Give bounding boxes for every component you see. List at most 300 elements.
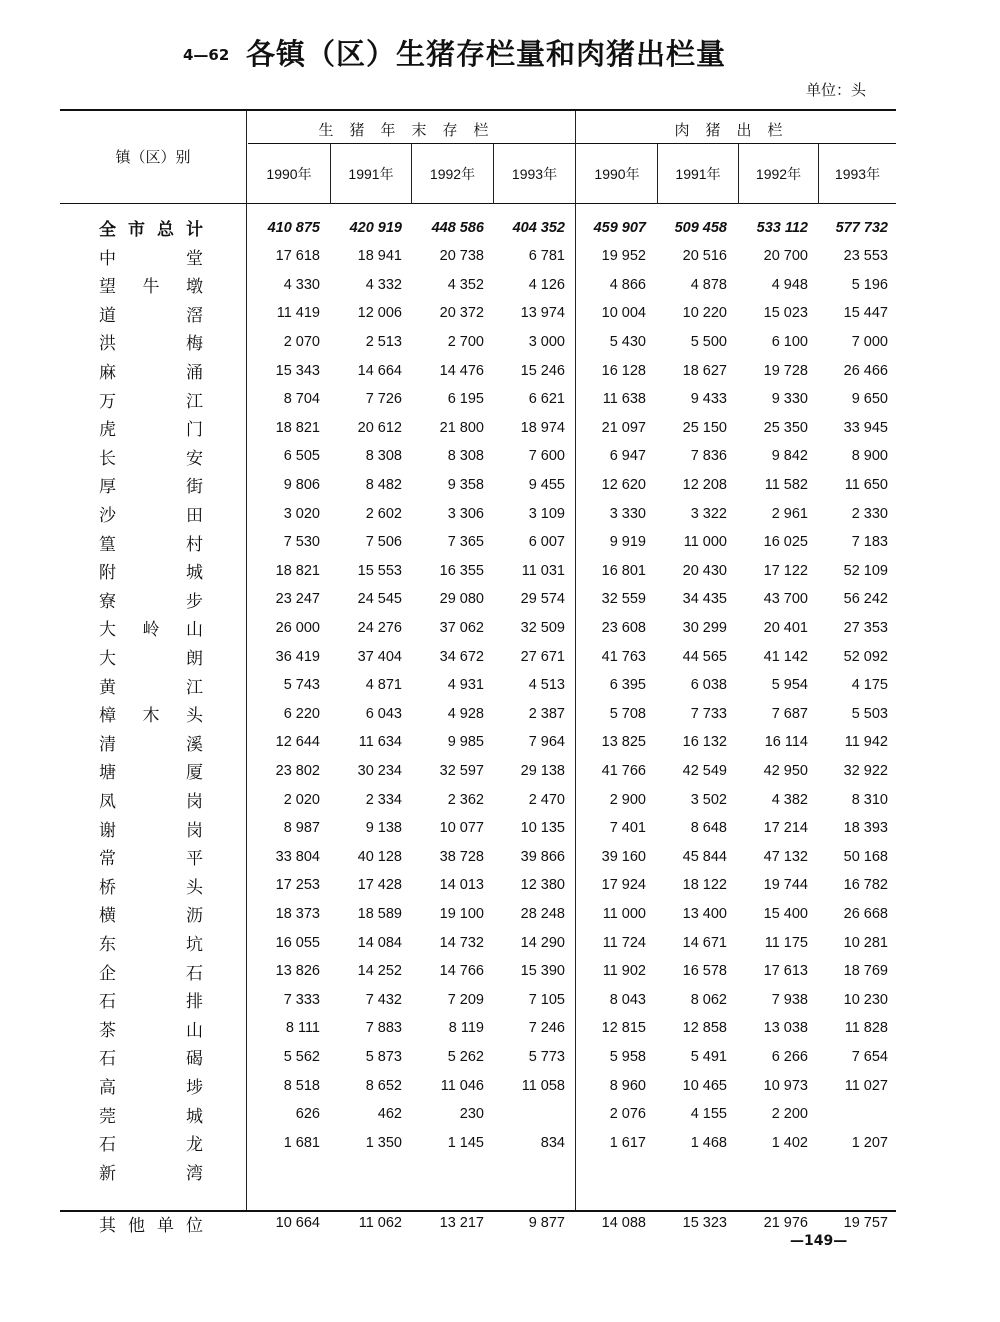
cell-value: 4 352 — [447, 276, 484, 293]
cell-value: 1 617 — [609, 1134, 646, 1151]
cell-value: 17 122 — [763, 562, 808, 579]
cell-value: 52 092 — [843, 648, 888, 665]
cell-value: 5 954 — [771, 677, 808, 694]
cell-value: 15 343 — [275, 362, 320, 379]
cell-value — [240, 1157, 320, 1186]
cell-value: 6 947 — [609, 448, 646, 465]
row-label: 洪 梅 — [99, 334, 203, 355]
group-header-rule — [248, 143, 896, 144]
cell-value: 18 941 — [357, 248, 402, 265]
row-label: 寮 步 — [99, 591, 203, 612]
cell-value: 4 948 — [771, 276, 808, 293]
cell-value: 39 160 — [601, 848, 646, 865]
cell-value: 17 428 — [357, 877, 402, 894]
cell-value: 577 732 — [835, 219, 888, 236]
cell-value: 2 020 — [283, 791, 320, 808]
cell-value: 404 352 — [512, 219, 565, 236]
cell-value: 10 135 — [520, 820, 565, 837]
cell-value: 34 672 — [439, 648, 484, 665]
table-title: 各镇（区）生猪存栏量和肉猪出栏量 — [246, 37, 727, 71]
cell-value — [322, 1157, 402, 1186]
cell-value: 23 553 — [843, 248, 888, 265]
cell-value: 18 974 — [520, 419, 565, 436]
cell-value: 11 724 — [602, 934, 646, 951]
cell-value: 2 330 — [851, 505, 888, 522]
cell-value: 11 175 — [764, 934, 808, 951]
cell-value: 56 242 — [843, 591, 888, 608]
cell-value: 2 602 — [365, 505, 402, 522]
cell-value: 13 400 — [682, 905, 727, 922]
cell-value: 11 000 — [602, 905, 646, 922]
cell-value: 11 650 — [844, 476, 888, 493]
cell-value — [647, 1157, 727, 1186]
cell-value: 19 744 — [763, 877, 808, 894]
cell-value: 9 138 — [365, 820, 402, 837]
cell-value: 3 306 — [447, 505, 484, 522]
row-label: 其 他 单 位 — [99, 1215, 203, 1236]
cell-value: 18 821 — [275, 419, 320, 436]
row-label: 茶 山 — [99, 1020, 203, 1041]
cell-value: 21 097 — [601, 419, 646, 436]
cell-value: 4 928 — [447, 705, 484, 722]
cell-value: 5 430 — [609, 333, 646, 350]
cell-value: 7 938 — [771, 991, 808, 1008]
cell-value: 14 671 — [682, 934, 727, 951]
cell-value: 12 208 — [682, 476, 727, 493]
table-row — [0, 871, 1000, 900]
cell-value: 626 — [295, 1106, 320, 1123]
cell-value: 15 246 — [520, 362, 565, 379]
page-number: —149— — [790, 1233, 848, 1249]
row-label: 望 牛 墩 — [99, 277, 203, 298]
cell-value: 14 088 — [601, 1215, 646, 1232]
cell-value: 9 358 — [447, 476, 484, 493]
row-label: 全 市 总 计 — [99, 220, 203, 240]
cell-value: 11 634 — [358, 734, 402, 751]
cell-value: 7 964 — [528, 734, 565, 751]
cell-value: 7 726 — [365, 391, 402, 408]
cell-value: 40 128 — [357, 848, 402, 865]
cell-value: 420 919 — [349, 219, 402, 236]
row-label: 虎 门 — [99, 420, 203, 441]
cell-value: 26 000 — [275, 619, 320, 636]
cell-value: 2 076 — [609, 1106, 646, 1123]
table-row — [0, 1157, 1000, 1186]
cell-value: 5 491 — [690, 1048, 727, 1065]
cell-value: 3 330 — [609, 505, 646, 522]
table-row — [0, 327, 1000, 356]
cell-value: 8 111 — [285, 1020, 320, 1037]
cell-value: 18 122 — [682, 877, 727, 894]
cell-value — [566, 1157, 646, 1186]
cell-value: 8 900 — [851, 448, 888, 465]
cell-value: 11 419 — [276, 305, 320, 322]
table-row — [0, 1014, 1000, 1043]
cell-value: 21 800 — [439, 419, 484, 436]
row-label: 樟 木 头 — [99, 706, 203, 727]
cell-value: 6 266 — [771, 1048, 808, 1065]
table-row — [0, 1100, 1000, 1129]
table-row — [0, 756, 1000, 785]
cell-value: 9 433 — [690, 391, 727, 408]
cell-value: 9 455 — [528, 476, 565, 493]
row-label: 道 滘 — [99, 305, 203, 326]
cell-value: 18 769 — [843, 963, 888, 980]
cell-value: 7 105 — [528, 991, 565, 1008]
cell-value: 14 252 — [357, 963, 402, 980]
cell-value: 11 942 — [844, 734, 888, 751]
cell-value: 19 952 — [601, 248, 646, 265]
cell-value: 13 826 — [275, 963, 320, 980]
cell-value: 23 247 — [275, 591, 320, 608]
table-row — [0, 242, 1000, 271]
cell-value: 6 195 — [447, 391, 484, 408]
cell-value: 2 470 — [528, 791, 565, 808]
cell-value: 32 597 — [439, 762, 484, 779]
cell-value: 8 960 — [609, 1077, 646, 1094]
cell-value: 14 013 — [439, 877, 484, 894]
cell-value: 4 878 — [690, 276, 727, 293]
cell-value: 4 175 — [851, 677, 888, 694]
cell-value: 2 961 — [771, 505, 808, 522]
cell-value: 43 700 — [763, 591, 808, 608]
cell-value: 13 038 — [763, 1020, 808, 1037]
cell-value: 23 608 — [601, 619, 646, 636]
cell-value: 6 007 — [528, 534, 565, 551]
cell-value: 459 907 — [593, 219, 646, 236]
cell-value: 9 877 — [528, 1215, 565, 1232]
cell-value: 37 062 — [439, 619, 484, 636]
cell-value — [404, 1157, 484, 1186]
cell-value: 32 922 — [843, 762, 888, 779]
cell-value: 3 000 — [528, 333, 565, 350]
cell-value: 16 128 — [601, 362, 646, 379]
table-row — [0, 1042, 1000, 1071]
cell-value: 10 230 — [843, 991, 888, 1008]
cell-value: 16 355 — [439, 562, 484, 579]
row-label: 长 安 — [99, 448, 203, 469]
cell-value: 11 638 — [602, 391, 646, 408]
year-header-8: 1993年 — [834, 166, 881, 182]
cell-value: 17 613 — [763, 963, 808, 980]
cell-value: 9 806 — [283, 476, 320, 493]
cell-value: 8 308 — [365, 448, 402, 465]
cell-value: 20 700 — [763, 248, 808, 265]
cell-value: 30 234 — [357, 762, 402, 779]
table-row — [0, 642, 1000, 671]
cell-value: 7 365 — [447, 534, 484, 551]
cell-value: 29 574 — [520, 591, 565, 608]
cell-value: 12 006 — [357, 305, 402, 322]
cell-value: 11 062 — [358, 1215, 402, 1232]
cell-value: 41 766 — [601, 762, 646, 779]
cell-value: 12 858 — [682, 1020, 727, 1037]
cell-value: 5 773 — [528, 1048, 565, 1065]
cell-value: 3 109 — [528, 505, 565, 522]
cell-value: 230 — [459, 1106, 484, 1123]
row-label: 石 碣 — [99, 1049, 203, 1070]
cell-value: 17 924 — [601, 877, 646, 894]
cell-value: 4 382 — [771, 791, 808, 808]
table-row — [0, 899, 1000, 928]
row-label: 莞 城 — [99, 1106, 203, 1127]
cell-value: 11 582 — [764, 476, 808, 493]
cell-value: 42 950 — [763, 762, 808, 779]
cell-value: 10 004 — [601, 305, 646, 322]
cell-value: 37 404 — [357, 648, 402, 665]
cell-value: 39 866 — [520, 848, 565, 865]
cell-value: 8 043 — [609, 991, 646, 1008]
table-row — [0, 814, 1000, 843]
cell-value: 29 080 — [439, 591, 484, 608]
cell-value: 11 902 — [602, 963, 646, 980]
cell-value: 17 253 — [275, 877, 320, 894]
table-row — [0, 585, 1000, 614]
cell-value: 50 168 — [843, 848, 888, 865]
cell-value: 12 815 — [601, 1020, 646, 1037]
cell-value: 16 132 — [682, 734, 727, 751]
year-header-3: 1992年 — [429, 166, 476, 182]
cell-value: 5 262 — [447, 1048, 484, 1065]
cell-value — [485, 1157, 565, 1186]
cell-value: 23 802 — [275, 762, 320, 779]
cell-value: 52 109 — [843, 562, 888, 579]
cell-value: 10 077 — [439, 820, 484, 837]
cell-value: 8 704 — [283, 391, 320, 408]
cell-value: 7 000 — [851, 333, 888, 350]
year-header-6: 1991年 — [675, 166, 721, 182]
cell-value: 16 801 — [601, 562, 646, 579]
cell-value: 15 447 — [843, 305, 888, 322]
cell-value: 9 985 — [447, 734, 484, 751]
cell-value: 41 142 — [763, 648, 808, 665]
cell-value: 1 350 — [365, 1134, 402, 1151]
table-row — [0, 985, 1000, 1014]
cell-value: 26 466 — [843, 362, 888, 379]
cell-value: 11 000 — [683, 534, 727, 551]
table-row — [0, 470, 1000, 499]
cell-value: 9 650 — [851, 391, 888, 408]
cell-value: 7 183 — [851, 534, 888, 551]
cell-value: 2 070 — [283, 333, 320, 350]
table-row — [0, 385, 1000, 414]
row-label: 新 湾 — [99, 1163, 203, 1184]
cell-value: 533 112 — [756, 219, 808, 236]
cell-value: 16 055 — [275, 934, 320, 951]
cell-value: 4 332 — [365, 276, 402, 293]
cell-value: 9 919 — [609, 534, 646, 551]
cell-value: 1 468 — [690, 1134, 727, 1151]
cell-value: 2 387 — [528, 705, 565, 722]
row-label: 谢 岗 — [99, 820, 203, 841]
row-label: 大 岭 山 — [99, 620, 203, 641]
row-label: 附 城 — [99, 563, 203, 584]
cell-value: 6 395 — [609, 677, 646, 694]
cell-value: 6 043 — [365, 705, 402, 722]
row-label: 厚 街 — [99, 477, 203, 498]
cell-value: 16 782 — [843, 877, 888, 894]
cell-value: 20 372 — [439, 305, 484, 322]
cell-value: 14 476 — [439, 362, 484, 379]
cell-value: 509 458 — [674, 219, 727, 236]
cell-value: 8 518 — [283, 1077, 320, 1094]
cell-value: 26 668 — [843, 905, 888, 922]
cell-value: 7 246 — [528, 1020, 565, 1037]
cell-value: 12 620 — [601, 476, 646, 493]
row-label: 桥 头 — [99, 877, 203, 898]
cell-value: 8 652 — [365, 1077, 402, 1094]
cell-value: 11 058 — [521, 1077, 565, 1094]
cell-value: 4 155 — [690, 1106, 727, 1123]
row-label: 篁 村 — [99, 534, 203, 555]
table-row — [0, 1128, 1000, 1157]
cell-value: 14 732 — [439, 934, 484, 951]
cell-value: 30 299 — [682, 619, 727, 636]
cell-value: 11 027 — [844, 1077, 888, 1094]
cell-value: 42 549 — [682, 762, 727, 779]
cell-value: 20 430 — [682, 562, 727, 579]
row-label-header: 镇（区）别 — [115, 148, 191, 166]
cell-value: 7 883 — [365, 1020, 402, 1037]
row-label: 企 石 — [99, 963, 203, 984]
cell-value: 13 825 — [601, 734, 646, 751]
year-header-2: 1991年 — [348, 166, 394, 182]
cell-value: 3 322 — [690, 505, 727, 522]
cell-value: 834 — [540, 1134, 565, 1151]
cell-value: 2 362 — [447, 791, 484, 808]
cell-value: 1 681 — [283, 1134, 320, 1151]
cell-value: 7 687 — [771, 705, 808, 722]
table-row — [0, 671, 1000, 700]
cell-value: 45 844 — [682, 848, 727, 865]
cell-value: 27 671 — [520, 648, 565, 665]
cell-value: 12 380 — [520, 877, 565, 894]
cell-value: 18 627 — [682, 362, 727, 379]
cell-value: 34 435 — [682, 591, 727, 608]
row-label: 常 平 — [99, 849, 203, 870]
cell-value: 15 400 — [763, 905, 808, 922]
cell-value: 5 743 — [283, 677, 320, 694]
year-header-1: 1990年 — [266, 166, 312, 182]
cell-value: 27 353 — [843, 619, 888, 636]
cell-value: 18 393 — [843, 820, 888, 837]
cell-value: 41 763 — [601, 648, 646, 665]
cell-value: 2 200 — [771, 1106, 808, 1123]
cell-value: 8 648 — [690, 820, 727, 837]
cell-value: 4 126 — [528, 276, 565, 293]
cell-value: 29 138 — [520, 762, 565, 779]
table-row — [0, 356, 1000, 385]
cell-value: 10 664 — [275, 1215, 320, 1232]
row-label: 凤 岗 — [99, 792, 203, 812]
row-label: 中 堂 — [99, 248, 203, 269]
cell-value: 5 503 — [851, 705, 888, 722]
cell-value: 15 023 — [763, 305, 808, 322]
cell-value: 7 506 — [365, 534, 402, 551]
cell-value: 5 958 — [609, 1048, 646, 1065]
cell-value: 8 987 — [283, 820, 320, 837]
cell-value: 8 310 — [851, 791, 888, 808]
cell-value: 6 038 — [690, 677, 727, 694]
cell-value: 410 875 — [267, 219, 320, 236]
header-bottom-rule — [60, 203, 896, 204]
cell-value: 4 871 — [365, 677, 402, 694]
table-row — [0, 213, 1000, 242]
cell-value: 7 836 — [690, 448, 727, 465]
cell-value: 10 973 — [763, 1077, 808, 1094]
cell-value: 21 976 — [763, 1215, 808, 1232]
row-label: 万 江 — [99, 391, 203, 412]
cell-value: 8 482 — [365, 476, 402, 493]
table-code: 4—62 — [183, 46, 230, 64]
cell-value: 2 334 — [365, 791, 402, 808]
cell-value: 10 281 — [843, 934, 888, 951]
cell-value: 14 766 — [439, 963, 484, 980]
year-header-4: 1993年 — [511, 166, 558, 182]
cell-value: 9 842 — [771, 448, 808, 465]
table-row — [0, 928, 1000, 957]
cell-value: 2 700 — [447, 333, 484, 350]
cell-value: 32 509 — [520, 619, 565, 636]
cell-value: 4 330 — [283, 276, 320, 293]
row-label: 横 沥 — [99, 906, 203, 927]
cell-value: 12 644 — [275, 734, 320, 751]
cell-value: 11 046 — [440, 1077, 484, 1094]
cell-value: 9 330 — [771, 391, 808, 408]
cell-value: 6 505 — [283, 448, 320, 465]
table-row — [0, 556, 1000, 585]
cell-value: 19 100 — [439, 905, 484, 922]
table-row — [0, 270, 1000, 299]
row-label: 清 溪 — [99, 734, 203, 755]
cell-value: 14 290 — [520, 934, 565, 951]
year-header-7: 1992年 — [755, 166, 802, 182]
cell-value: 20 516 — [682, 248, 727, 265]
cell-value: 448 586 — [431, 219, 484, 236]
group-header-slaughter: 肉猪出栏 — [674, 121, 799, 139]
cell-value: 24 545 — [357, 591, 402, 608]
cell-value: 18 821 — [275, 562, 320, 579]
cell-value — [808, 1157, 888, 1186]
table-row — [0, 699, 1000, 728]
table-row — [0, 499, 1000, 528]
cell-value: 15 390 — [520, 963, 565, 980]
cell-value: 11 828 — [844, 1020, 888, 1037]
document-title — [0, 32, 1000, 76]
cell-value — [728, 1157, 808, 1186]
cell-value: 11 031 — [521, 562, 565, 579]
cell-value: 4 513 — [528, 677, 565, 694]
table-row — [0, 1209, 1000, 1238]
cell-value: 25 150 — [682, 419, 727, 436]
cell-value: 15 323 — [682, 1215, 727, 1232]
cell-value: 7 733 — [690, 705, 727, 722]
cell-value: 20 738 — [439, 248, 484, 265]
cell-value: 33 804 — [275, 848, 320, 865]
cell-value: 33 945 — [843, 419, 888, 436]
table-row — [0, 299, 1000, 328]
cell-value: 2 900 — [609, 791, 646, 808]
cell-value: 1 402 — [771, 1134, 808, 1151]
cell-value: 1 207 — [851, 1134, 888, 1151]
cell-value: 7 209 — [447, 991, 484, 1008]
cell-value: 13 974 — [520, 305, 565, 322]
row-label: 沙 田 — [99, 506, 203, 526]
row-label: 麻 涌 — [99, 363, 203, 383]
cell-value: 6 220 — [283, 705, 320, 722]
table-row — [0, 957, 1000, 986]
row-label: 石 排 — [99, 992, 203, 1013]
